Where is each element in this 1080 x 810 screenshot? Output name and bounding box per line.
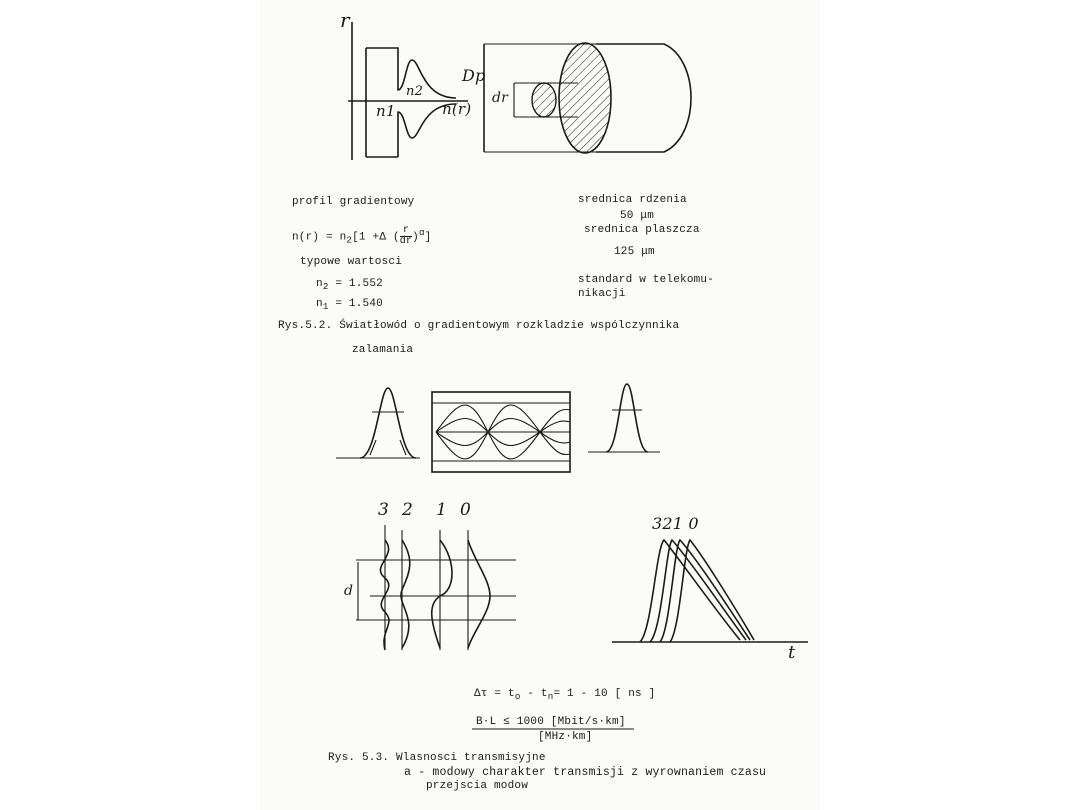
cladding-diameter-label: srednica plaszcza: [584, 224, 700, 236]
caption-5-3-line-3: przejscia modow: [426, 780, 529, 792]
mode-0-profile: [468, 540, 490, 648]
r-axis-label: r: [340, 8, 350, 32]
mode-label-1: 1: [436, 500, 448, 520]
core-diameter-label: srednica rdzenia: [578, 194, 687, 206]
bl-formula-numerator: B·L ≤ 1000 [Mbit/s·km]: [476, 716, 626, 728]
standard-line-1: standard w telekomu-: [578, 274, 715, 286]
cladding-diameter-value: 125 μm: [614, 246, 655, 258]
mode-1-profile: [432, 540, 452, 648]
input-pulse: [360, 388, 416, 458]
delay-spread-formula: $\Delta\tau = t_o - t_n= 1 - 10$ [ ns ]: [474, 688, 656, 703]
nr-label: n(r): [442, 100, 472, 118]
caption-5-3-line-1: Rys. 5.3. Wlasnosci transmisyjne: [328, 752, 546, 764]
ray-trajectories: [436, 405, 570, 459]
mode-label-3: 3: [378, 500, 390, 520]
caption-5-2-line-1: Rys.5.2. Światłowód o gradientowym rozkladzie wspólczynnika: [278, 320, 680, 332]
n1-label: n1: [376, 102, 396, 120]
standard-line-2: nikacji: [578, 288, 626, 300]
mode-label-2: 2: [402, 500, 414, 520]
t-axis-label: t: [788, 642, 796, 663]
d-label: d: [344, 583, 354, 599]
profile-formula: $n(r) = n_2[1 +\Delta$ ( $\frac{r}{dr}$ )$^\alpha$]: [292, 225, 432, 247]
Dp-label: Dp: [462, 66, 486, 85]
arrival-pulse-2: [650, 540, 746, 642]
caption-5-3-line-2: a - modowy charakter transmisji z wyrownaniem czasu: [404, 766, 767, 779]
n1-value: $n_1 = 1.540$: [316, 298, 383, 313]
core-diameter-value: 50 μm: [620, 210, 655, 222]
n2-label: n2: [406, 84, 424, 99]
bl-formula-denominator: [MHz·km]: [538, 731, 593, 743]
dr-label: dr: [492, 90, 509, 106]
typical-values-title: typowe wartosci: [300, 256, 403, 268]
profile-title: profil gradientowy: [292, 196, 415, 208]
caption-5-2-line-2: zalamania: [352, 344, 414, 356]
mode-label-0: 0: [460, 500, 472, 520]
output-pulse: [606, 384, 648, 452]
arrival-mode-labels: 321 0: [652, 514, 699, 533]
n2-value: $n_2 = 1.552$: [316, 278, 383, 293]
